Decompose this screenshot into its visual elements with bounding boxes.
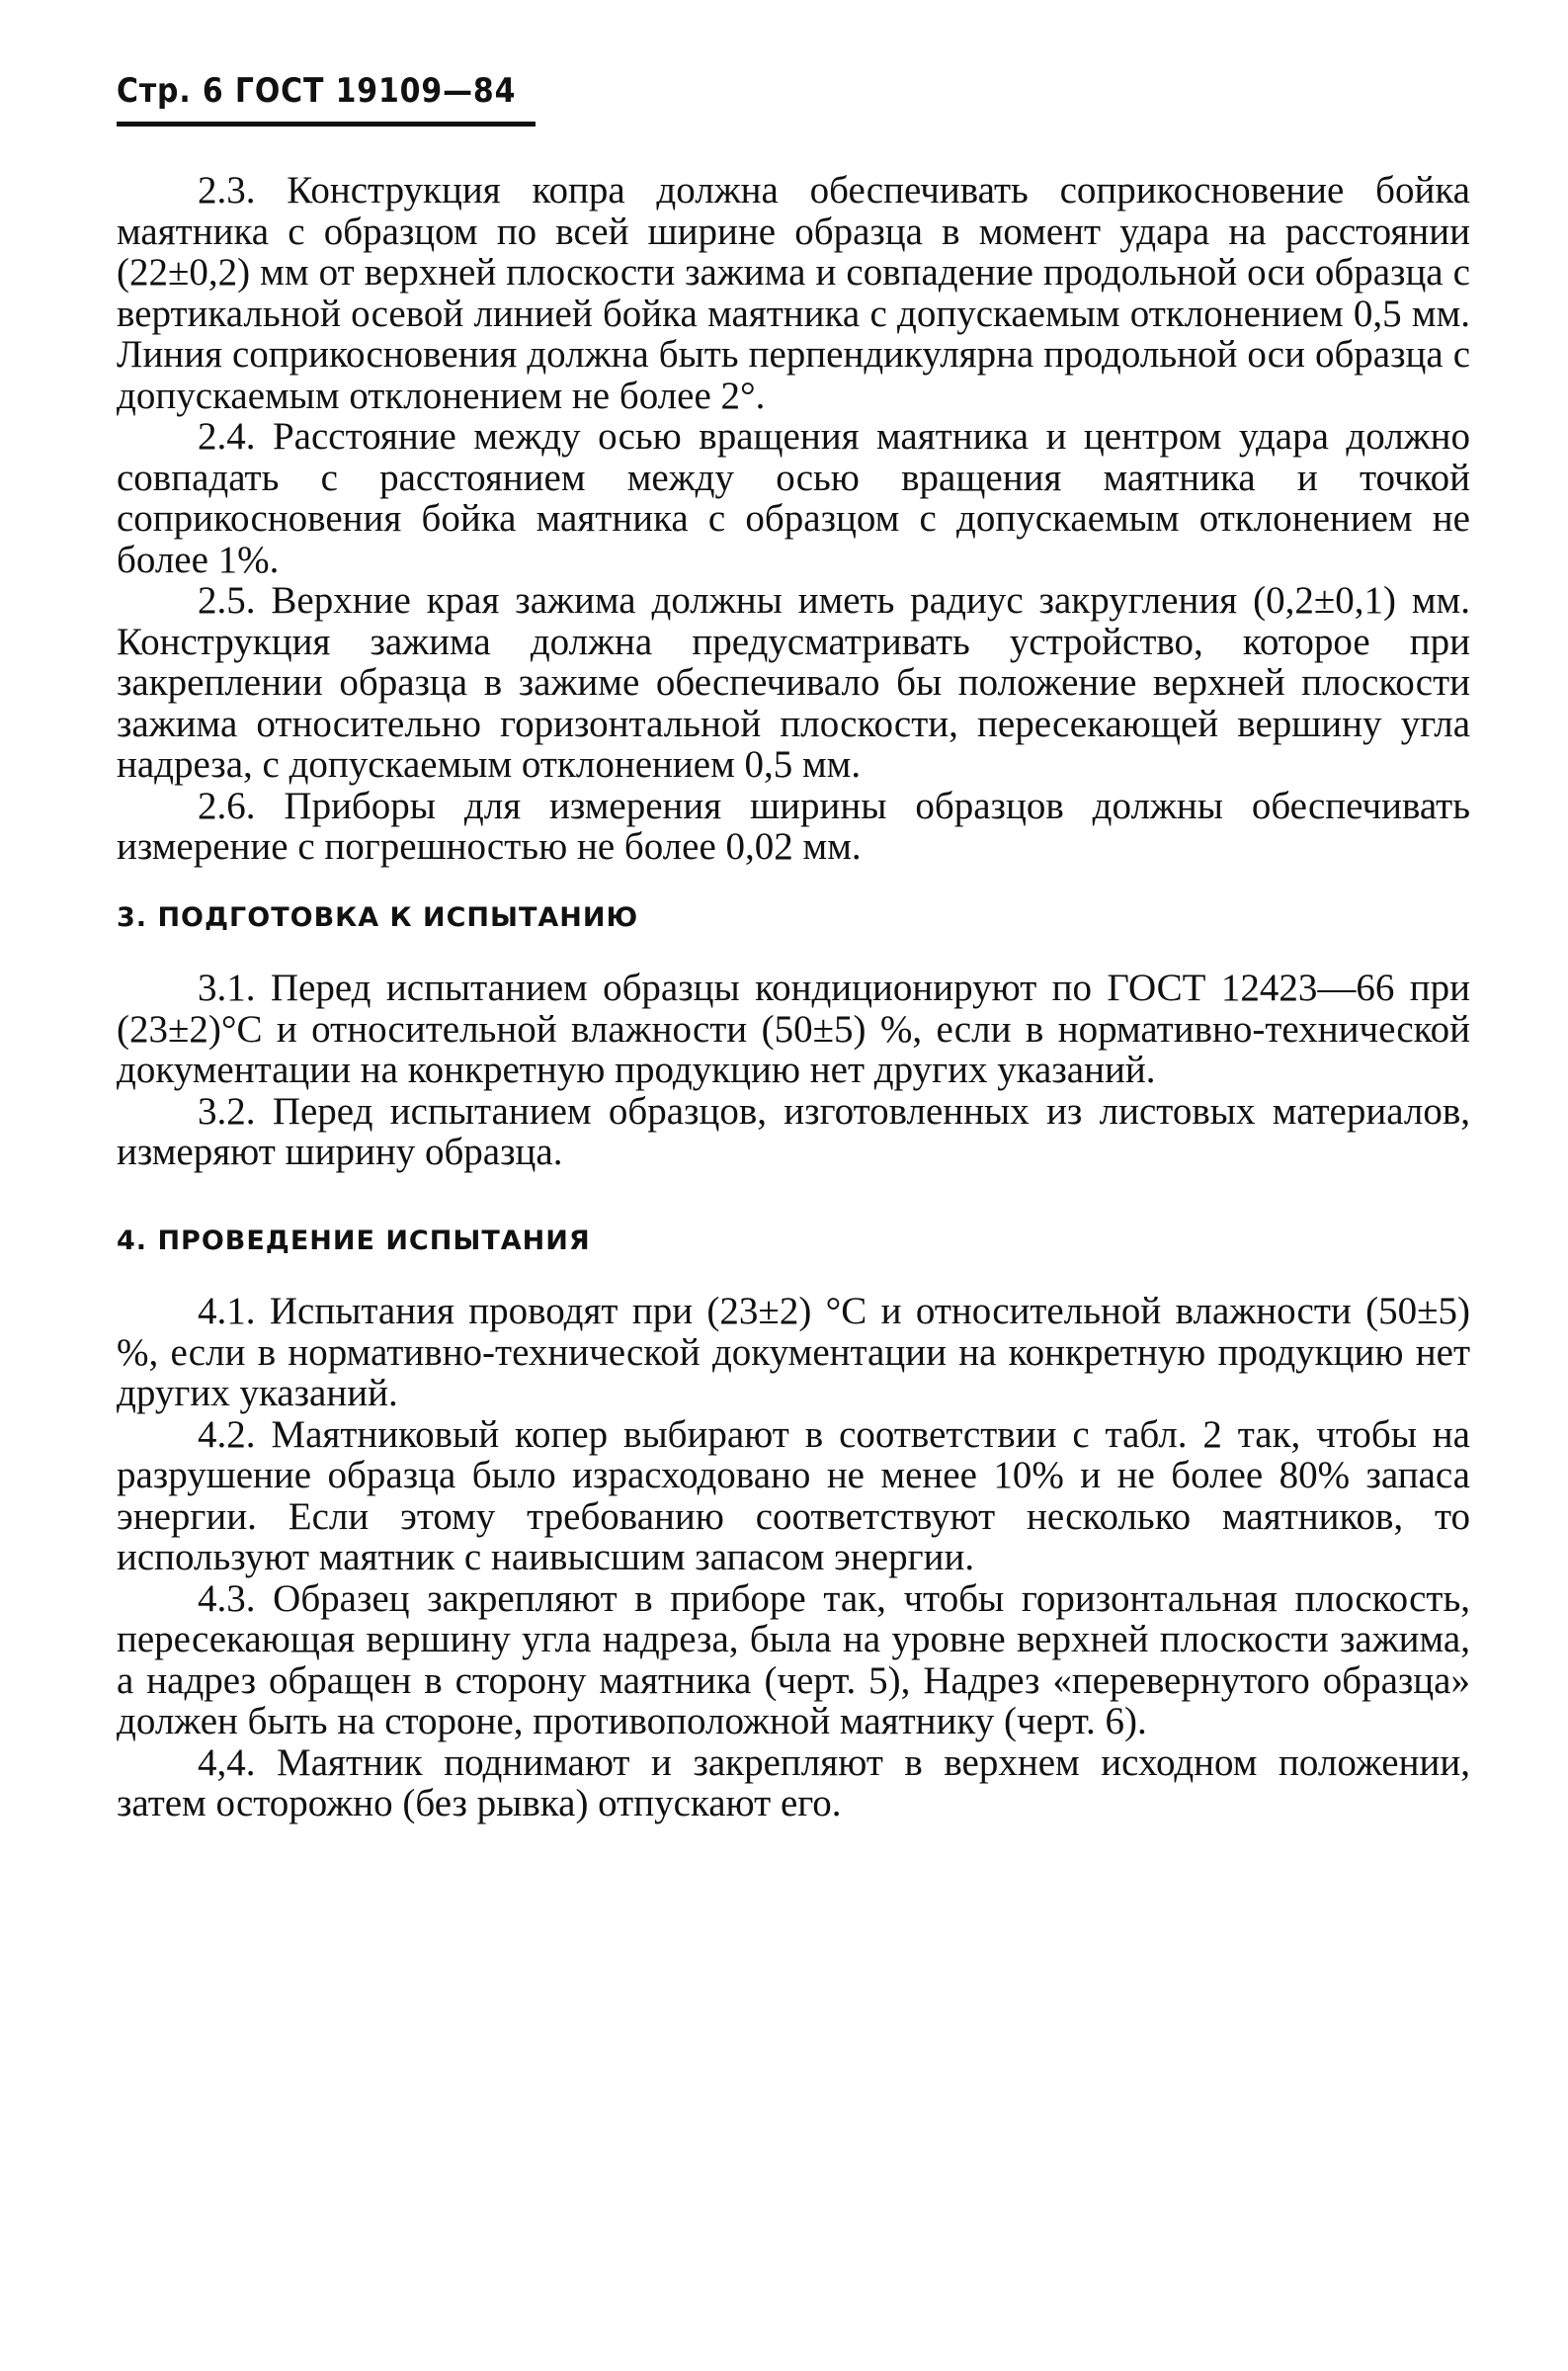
- paragraph-3-1: 3.1. Перед испытанием образцы кондиционируют по ГОСТ 12423—66 при (23±2)°С и относительной влажности (50±5) %, если в нормативно-технической документации на конкретную продукцию нет других указаний.: [117, 967, 1470, 1091]
- document-body: [117, 170, 1470, 1824]
- section-heading-3: 3. ПОДГОТОВКА К ИСПЫТАНИЮ: [117, 901, 639, 933]
- paragraph-4-4: 4,4. Маятник поднимают и закрепляют в верхнем исходном положении, затем осторожно (без рывка) отпускают его.: [117, 1740, 1470, 1824]
- paragraph-4-3: 4.3. Образец закрепляют в приборе так, чтобы горизонтальная плоскость, пересекающая вершину угла надреза, была на уровне верхней плоскости зажима, а надрез обращен в сторону маятника (черт. 5), Надрез «перевернутого образца» должен быть на стороне, противоположной маятнику (черт. 6).: [117, 1576, 1470, 1742]
- section-heading-4: 4. ПРОВЕДЕНИЕ ИСПЫТАНИЯ: [117, 1225, 591, 1256]
- paragraph-4-1: 4.1. Испытания проводят при (23±2) °С и относительной влажности (50±5) %, если в нормативно-технической документации на конкретную продукцию нет других указаний.: [117, 1290, 1470, 1414]
- header-rule: [117, 122, 536, 127]
- paragraph-4-2: 4.2. Маятниковый копер выбирают в соответствии с табл. 2 так, чтобы на разрушение образца было израсходовано не менее 10% и не более 80% запаса энергии. Если этому требованию соответствуют несколько маятников, то используют маятник с наивысшим запасом энергии.: [117, 1412, 1470, 1578]
- paragraph-2-5: 2.5. Верхние края зажима должны иметь радиус закругления (0,2±0,1) мм. Конструкция зажима должна предусматривать устройство, которое при закреплении образца в зажиме обеспечивало бы положение верхней плоскости зажима относительно горизонтальной плоскости, пересекающей вершину угла надреза, с допускаемым отклонением 0,5 мм.: [117, 579, 1470, 786]
- running-head: Стр. 6 ГОСТ 19109—84: [117, 71, 517, 111]
- paragraph-2-6: 2.6. Приборы для измерения ширины образцов должны обеспечивать измерение с погрешностью не более 0,02 мм.: [117, 784, 1470, 868]
- paragraph-2-4: 2.4. Расстояние между осью вращения маятника и центром удара должно совпадать с расстоянием между осью вращения маятника и точкой соприкосновения бойка маятника с образцом с допускаемым отклонением не более 1%.: [117, 415, 1470, 581]
- paragraph-3-2: 3.2. Перед испытанием образцов, изготовленных из листовых материалов, измеряют ширину образца.: [117, 1089, 1470, 1173]
- paragraph-2-3: 2.3. Конструкция копра должна обеспечивать соприкосновение бойка маятника с образцом по всей ширине образца в момент удара на расстоянии (22±0,2) мм от верхней плоскости зажима и совпадение продольной оси образца с вертикальной осевой линией бойка маятника с допускаемым отклонением 0,5 мм. Линия соприкосновения должна быть перпендикулярна продольной оси образца с допускаемым отклонением не более 2°.: [117, 169, 1470, 417]
